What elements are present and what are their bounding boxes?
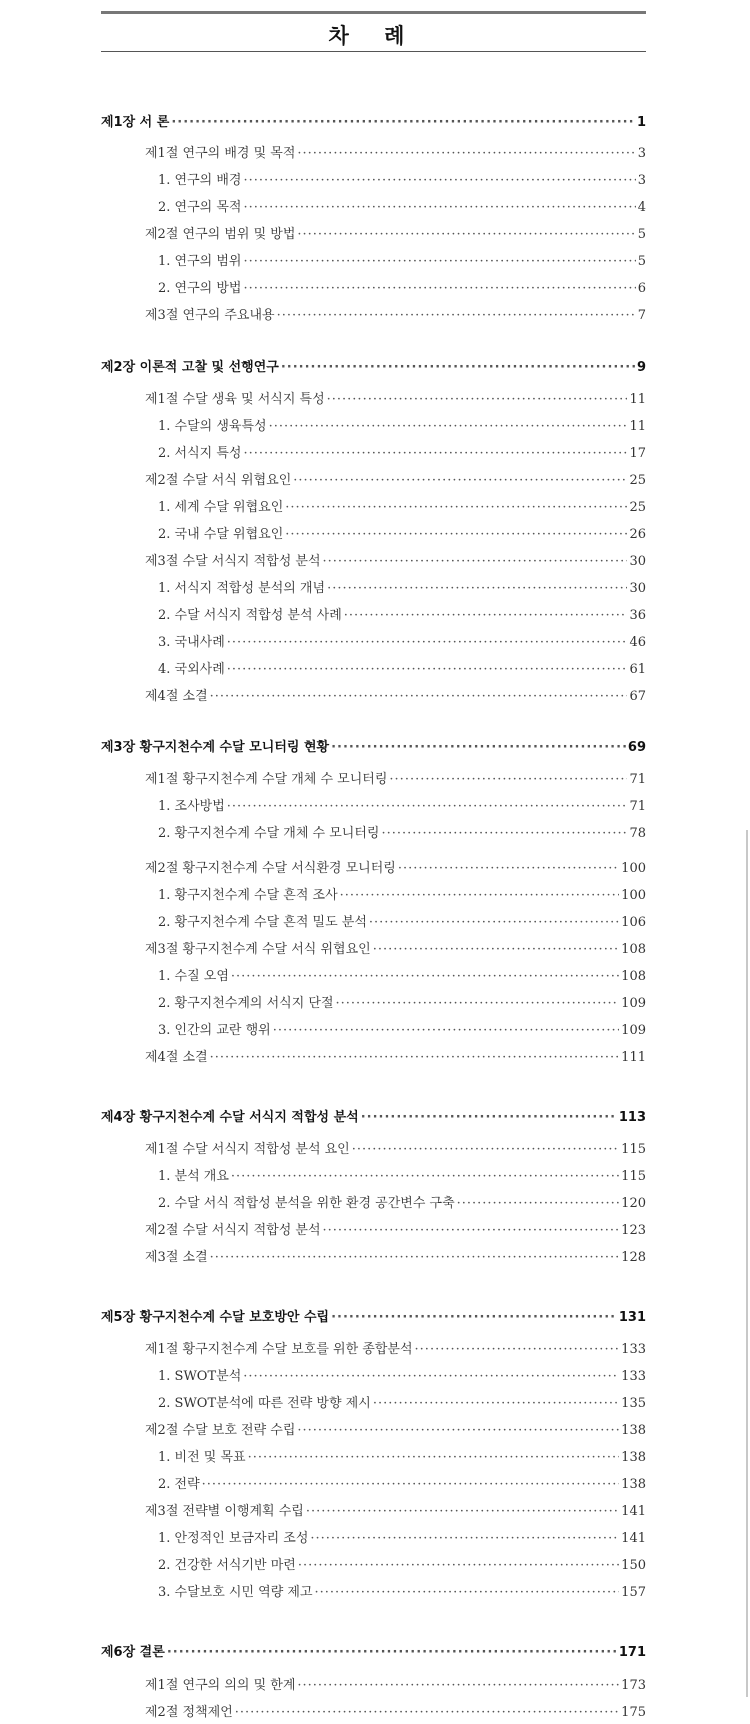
dot-leader	[373, 1393, 619, 1415]
toc-item-entry[interactable]	[158, 605, 646, 627]
toc-entry-label: 1. 조사방법	[158, 799, 225, 814]
toc-entry-label: 제2절 정책제언	[145, 1705, 233, 1720]
toc-page-number: 5	[637, 227, 646, 242]
toc-entry-label: 제3절 소결	[145, 1250, 208, 1265]
dot-leader	[297, 224, 635, 246]
toc-page-number: 17	[629, 446, 646, 461]
toc-entry-label: 3. 국내사례	[158, 635, 225, 650]
toc-page-number: 115	[621, 1142, 646, 1157]
page-edge-line	[746, 830, 748, 1697]
dot-leader	[167, 1642, 617, 1664]
dot-leader	[297, 143, 635, 165]
dot-leader	[361, 1107, 617, 1129]
toc-entry-label: 2. 수달 서식지 적합성 분석 사례	[158, 608, 342, 623]
toc-entry-label: 1. 연구의 배경	[158, 173, 242, 188]
toc-page-number: 150	[621, 1558, 646, 1573]
toc-page-number: 26	[629, 527, 646, 542]
dot-leader	[248, 1447, 620, 1469]
toc-entry-label: 1. 세계 수달 위협요인	[158, 500, 284, 515]
dot-leader	[210, 686, 628, 708]
toc-page-number: 133	[621, 1369, 646, 1384]
toc-item-entry[interactable]	[158, 524, 646, 546]
page-title: 차 례	[328, 24, 419, 48]
dot-leader	[293, 470, 627, 492]
dot-leader	[331, 1307, 617, 1329]
toc-entry-label: 2. 연구의 방법	[158, 281, 242, 296]
dot-leader	[227, 632, 628, 654]
dot-leader	[243, 170, 635, 192]
dot-leader	[323, 1220, 620, 1242]
toc-item-entry[interactable]	[158, 197, 646, 219]
toc-entry-label: 제2절 연구의 범위 및 방법	[145, 227, 296, 242]
toc-chapter-entry[interactable]	[101, 1307, 646, 1329]
dot-leader	[457, 1193, 620, 1215]
toc-page-number: 5	[637, 254, 646, 269]
dot-leader	[243, 443, 627, 465]
toc-page-number: 106	[621, 915, 646, 930]
dot-leader	[285, 497, 627, 519]
dot-leader	[231, 1166, 619, 1188]
toc-item-entry[interactable]	[158, 278, 646, 300]
toc-section-entry[interactable]	[145, 143, 646, 165]
dot-leader	[243, 1366, 619, 1388]
dot-leader	[398, 858, 619, 880]
dot-leader	[235, 1702, 619, 1724]
toc-section-entry[interactable]	[145, 1220, 646, 1242]
toc-item-entry[interactable]	[158, 1582, 646, 1604]
toc-item-entry[interactable]	[158, 1166, 646, 1188]
toc-section-entry[interactable]	[145, 1501, 646, 1523]
dot-leader	[243, 251, 635, 273]
dot-leader	[310, 1528, 619, 1550]
toc-page-number: 109	[621, 996, 646, 1011]
toc-item-entry[interactable]	[158, 659, 646, 681]
toc-page-number: 138	[621, 1423, 646, 1438]
toc-chapter-entry[interactable]	[101, 112, 646, 134]
dot-leader	[243, 197, 635, 219]
dot-leader	[285, 524, 627, 546]
toc-item-entry[interactable]	[158, 416, 646, 438]
toc-entry-label: 제3장 황구지천수계 수달 모니터링 현황	[101, 740, 330, 755]
toc-page-number: 123	[621, 1223, 646, 1238]
toc-section-entry[interactable]	[145, 939, 646, 961]
toc-page-number: 131	[618, 1310, 646, 1325]
toc-entry-label: 1. 분석 개요	[158, 1169, 229, 1184]
toc-entry-label: 제6장 결론	[101, 1645, 165, 1660]
toc-page-number: 11	[629, 392, 646, 407]
toc-entry-label: 제2절 수달 서식 위협요인	[145, 473, 292, 488]
toc-section-entry[interactable]	[145, 305, 646, 327]
toc-entry-label: 제2장 이론적 고찰 및 선행연구	[101, 360, 279, 375]
toc-entry-label: 제4절 소결	[145, 689, 208, 704]
toc-entry-label: 제1장 서 론	[101, 115, 170, 130]
dot-leader	[269, 416, 628, 438]
dot-leader	[306, 1501, 619, 1523]
toc-item-entry[interactable]	[158, 443, 646, 465]
dot-leader	[243, 278, 635, 300]
toc-page-number: 67	[629, 689, 646, 704]
toc-item-entry[interactable]	[158, 1447, 646, 1469]
toc-entry-label: 1. SWOT분석	[158, 1369, 242, 1384]
toc-entry-label: 제3절 수달 서식지 적합성 분석	[145, 554, 321, 569]
dot-leader	[336, 993, 620, 1015]
toc-section-entry[interactable]	[145, 1420, 646, 1442]
toc-entry-label: 제3절 황구지천수계 수달 서식 위협요인	[145, 942, 371, 957]
toc-page-number: 71	[629, 799, 646, 814]
toc-page-number: 3	[637, 146, 646, 161]
toc-entry-label: 2. 황구지천수계 수달 개체 수 모니터링	[158, 826, 380, 841]
toc-item-entry[interactable]	[158, 823, 646, 845]
toc-entry-label: 1. 안정적인 보금자리 조성	[158, 1531, 309, 1546]
toc-item-entry[interactable]	[158, 912, 646, 934]
toc-entry-label: 2. 전략	[158, 1477, 200, 1492]
dot-leader	[297, 1420, 619, 1442]
toc-page-number: 4	[637, 200, 646, 215]
toc-page-number: 78	[629, 826, 646, 841]
dot-leader	[298, 1555, 619, 1577]
toc-page-number: 3	[637, 173, 646, 188]
toc-entry-label: 3. 인간의 교란 행위	[158, 1023, 271, 1038]
toc-entry-label: 2. 건강한 서식기반 마련	[158, 1558, 296, 1573]
dot-leader	[210, 1047, 620, 1069]
toc-section-entry[interactable]	[145, 1139, 646, 1161]
toc-item-entry[interactable]	[158, 251, 646, 273]
toc-page-number: 71	[629, 772, 646, 787]
dot-leader	[331, 737, 626, 759]
toc-item-entry[interactable]	[158, 796, 646, 818]
dot-leader	[210, 1247, 620, 1269]
toc-entry-label: 제1절 황구지천수계 수달 보호를 위한 종합분석	[145, 1342, 413, 1357]
toc-item-entry[interactable]	[158, 1393, 646, 1415]
dot-leader	[327, 578, 627, 600]
toc-page-number: 109	[621, 1023, 646, 1038]
dot-leader	[281, 357, 635, 379]
toc-item-entry[interactable]	[158, 885, 646, 907]
toc-entry-label: 2. 국내 수달 위협요인	[158, 527, 284, 542]
toc-item-entry[interactable]	[158, 632, 646, 654]
toc-page-number: 100	[621, 888, 646, 903]
toc-page-number: 115	[621, 1169, 646, 1184]
toc-entry-label: 제3절 전략별 이행계획 수립	[145, 1504, 304, 1519]
toc-item-entry[interactable]	[158, 578, 646, 600]
toc-page-number: 133	[621, 1342, 646, 1357]
toc-entry-label: 3. 수달보호 시민 역량 제고	[158, 1585, 313, 1600]
toc-page-number: 11	[629, 419, 646, 434]
toc-page-number: 36	[629, 608, 646, 623]
dot-leader	[273, 1020, 619, 1042]
toc-entry-label: 2. 연구의 목적	[158, 200, 242, 215]
toc-page-number: 128	[621, 1250, 646, 1265]
toc-entry-label: 제1절 수달 생육 및 서식지 특성	[145, 392, 325, 407]
toc-chapter-entry[interactable]	[101, 1107, 646, 1129]
toc-page-number: 6	[637, 281, 646, 296]
toc-item-entry[interactable]	[158, 170, 646, 192]
toc-entry-label: 4. 국외사례	[158, 662, 225, 677]
toc-page-number: 157	[621, 1585, 646, 1600]
toc-section-entry[interactable]	[145, 1047, 646, 1069]
toc-chapter-entry[interactable]	[101, 1642, 646, 1664]
toc-entry-label: 제4절 소결	[145, 1050, 208, 1065]
toc-page-number: 138	[621, 1450, 646, 1465]
dot-leader	[373, 939, 619, 961]
toc-entry-label: 1. 황구지천수계 수달 흔적 조사	[158, 888, 338, 903]
toc-entry-label: 제2절 수달 서식지 적합성 분석	[145, 1223, 321, 1238]
toc-page-number: 25	[629, 500, 646, 515]
toc-page-number: 1	[636, 115, 646, 130]
toc-entry-label: 2. 서식지 특성	[158, 446, 242, 461]
toc-chapter-entry[interactable]	[101, 737, 646, 759]
toc-page-number: 141	[621, 1504, 646, 1519]
toc-entry-label: 1. 수달의 생육특성	[158, 419, 267, 434]
toc-page-number: 138	[621, 1477, 646, 1492]
dot-leader	[277, 305, 636, 327]
toc-entry-label: 2. SWOT분석에 따른 전략 방향 제시	[158, 1396, 371, 1411]
toc-entry-label: 2. 황구지천수계의 서식지 단절	[158, 996, 334, 1011]
toc-item-entry[interactable]	[158, 993, 646, 1015]
toc-page-number: 61	[629, 662, 646, 677]
toc-page-number: 7	[637, 308, 646, 323]
dot-leader	[352, 1139, 619, 1161]
toc-page-number: 30	[629, 554, 646, 569]
dot-leader	[227, 659, 628, 681]
toc-entry-label: 1. 비전 및 목표	[158, 1450, 246, 1465]
dot-leader	[315, 1582, 620, 1604]
dot-leader	[344, 605, 628, 627]
toc-page-number: 9	[636, 360, 646, 375]
toc-section-entry[interactable]	[145, 1339, 646, 1361]
toc-page-number: 46	[629, 635, 646, 650]
toc-page-number: 175	[621, 1705, 646, 1720]
dot-leader	[323, 551, 628, 573]
toc-entry-label: 제1절 수달 서식지 적합성 분석 요인	[145, 1142, 350, 1157]
dot-leader	[340, 885, 620, 907]
dot-leader	[415, 1339, 620, 1361]
toc-page-number: 69	[627, 740, 646, 755]
toc-item-entry[interactable]	[158, 1020, 646, 1042]
toc-page-number: 120	[621, 1196, 646, 1211]
toc-item-entry[interactable]	[158, 966, 646, 988]
toc-entry-label: 제4장 황구지천수계 수달 서식지 적합성 분석	[101, 1110, 359, 1125]
toc-section-entry[interactable]	[145, 1675, 646, 1697]
toc-page-number: 100	[621, 861, 646, 876]
dot-leader	[297, 1675, 619, 1697]
toc-page-number: 108	[621, 942, 646, 957]
toc-item-entry[interactable]	[158, 1366, 646, 1388]
toc-item-entry[interactable]	[158, 1474, 646, 1496]
dot-leader	[231, 966, 619, 988]
toc-item-entry[interactable]	[158, 1528, 646, 1550]
toc-page-number: 135	[621, 1396, 646, 1411]
toc-section-entry[interactable]	[145, 470, 646, 492]
toc-section-entry[interactable]	[145, 1702, 646, 1724]
toc-entry-label: 2. 황구지천수계 수달 흔적 밀도 분석	[158, 915, 367, 930]
dot-leader	[202, 1474, 620, 1496]
toc-page-number: 25	[629, 473, 646, 488]
toc-section-entry[interactable]	[145, 224, 646, 246]
toc-section-entry[interactable]	[145, 858, 646, 880]
toc-entry-label: 제1절 연구의 의의 및 한계	[145, 1678, 296, 1693]
toc-entry-label: 제3절 연구의 주요내용	[145, 308, 275, 323]
dot-leader	[369, 912, 619, 934]
toc-chapter-entry[interactable]	[101, 357, 646, 379]
toc-item-entry[interactable]	[158, 1555, 646, 1577]
toc-item-entry[interactable]	[158, 497, 646, 519]
toc-item-entry[interactable]	[158, 1193, 646, 1215]
toc-entry-label: 제5장 황구지천수계 수달 보호방안 수립	[101, 1310, 330, 1325]
toc-page-number: 111	[621, 1050, 646, 1065]
dot-leader	[389, 769, 627, 791]
toc-page-number: 171	[618, 1645, 646, 1660]
toc-page-number: 173	[621, 1678, 646, 1693]
toc-section-entry[interactable]	[145, 389, 646, 411]
toc-section-entry[interactable]	[145, 769, 646, 791]
toc-page-number: 113	[618, 1110, 646, 1125]
toc-page-number: 141	[621, 1531, 646, 1546]
toc-section-entry[interactable]	[145, 686, 646, 708]
toc-section-entry[interactable]	[145, 551, 646, 573]
toc-section-entry[interactable]	[145, 1247, 646, 1269]
dot-leader	[381, 823, 627, 845]
toc-entry-label: 제1절 연구의 배경 및 목적	[145, 146, 296, 161]
toc-page-number: 108	[621, 969, 646, 984]
toc-entry-label: 1. 연구의 범위	[158, 254, 242, 269]
toc-entry-label: 제2절 황구지천수계 수달 서식환경 모니터링	[145, 861, 396, 876]
dot-leader	[227, 796, 628, 818]
toc-entry-label: 1. 수질 오염	[158, 969, 229, 984]
dot-leader	[171, 112, 635, 134]
toc-page-number: 30	[629, 581, 646, 596]
dot-leader	[327, 389, 628, 411]
toc-entry-label: 1. 서식지 적합성 분석의 개념	[158, 581, 326, 596]
toc-entry-label: 제1절 황구지천수계 수달 개체 수 모니터링	[145, 772, 388, 787]
toc-entry-label: 2. 수달 서식 적합성 분석을 위한 환경 공간변수 구축	[158, 1196, 455, 1211]
toc-entry-label: 제2절 수달 보호 전략 수립	[145, 1423, 296, 1438]
